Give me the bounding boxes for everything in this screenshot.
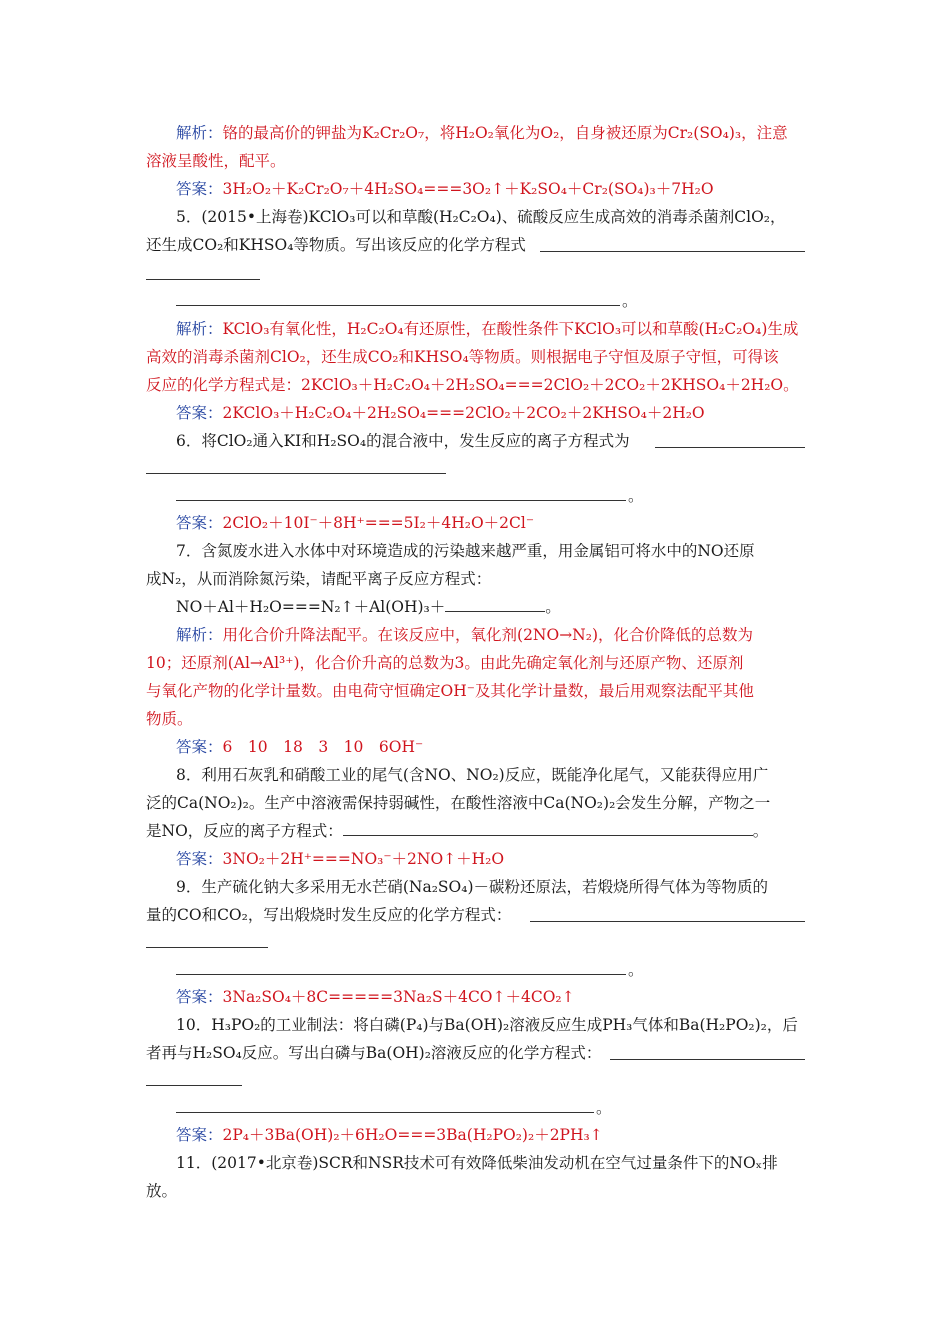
analysis-line: 物质。 — [146, 710, 193, 728]
answer-blank[interactable] — [343, 821, 753, 836]
analysis-line: 与氧化产物的化学计量数。由电荷守恒确定OH⁻及其化学计量数，最后用观察法配平其他 — [146, 682, 754, 700]
answer-blank[interactable] — [655, 447, 805, 448]
answer-label: 答案： — [176, 180, 223, 198]
answer-blank[interactable] — [146, 279, 260, 280]
question-6-line: 6．将ClO₂通入KI和H₂SO₄的混合液中，发生反应的离子方程式为 — [176, 432, 630, 450]
answer-line — [176, 848, 504, 870]
period-mark: 。 — [622, 292, 638, 310]
answer-label: 答案： — [176, 404, 223, 422]
question-7-line: 成N₂，从而消除氮污染，请配平离子反应方程式： — [146, 570, 492, 588]
answer-text: 2ClO₂＋10I⁻＋8H⁺===5I₂＋4H₂O＋2Cl⁻ — [222, 514, 535, 532]
question-7-line: 7．含氮废水进入水体中对环境造成的污染越来越严重，用金属铝可将水中的NO还原 — [176, 542, 755, 560]
analysis-label: 解析： — [176, 626, 223, 644]
answer-line — [176, 402, 705, 424]
question-8-line — [146, 820, 768, 842]
equation-line — [176, 596, 561, 618]
question-9-line: 9．生产硫化钠大多采用无水芒硝(Na₂SO₄)－碳粉还原法，若煅烧所得气体为等物质的 — [176, 878, 769, 896]
answer-line — [176, 178, 714, 200]
analysis-line: 10；还原剂(Al→Al³⁺)，化合价升高的总数为3。由此先确定氧化剂与还原产物、还原剂 — [146, 654, 744, 672]
analysis-text: 铬的最高价的钾盐为K₂Cr₂O₇，将H₂O₂氧化为O₂，自身被还原为Cr₂(SO₄)₃，注意 — [222, 124, 788, 142]
analysis-line — [176, 318, 798, 340]
equation-text: NO＋Al＋H₂O===N₂↑＋Al(OH)₃＋ — [176, 598, 446, 616]
period-mark: 。 — [545, 598, 561, 616]
answer-text: 3Na₂SO₄＋8C=====3Na₂S＋4CO↑＋4CO₂↑ — [222, 988, 575, 1006]
question-8-line: 泛的Ca(NO₂)₂。生产中溶液需保持弱碱性，在酸性溶液中Ca(NO₂)₂会发生分解，产物之一 — [146, 794, 771, 812]
answer-blank[interactable] — [445, 597, 545, 612]
answer-line — [176, 1124, 603, 1146]
answer-line — [176, 736, 423, 758]
answer-text: 3NO₂＋2H⁺===NO₃⁻＋2NO↑＋H₂O — [222, 850, 505, 868]
answer-blank[interactable] — [176, 305, 620, 306]
answer-blank[interactable] — [610, 1059, 805, 1060]
answer-text: 3H₂O₂＋K₂Cr₂O₇＋4H₂SO₄===3O₂↑＋K₂SO₄＋Cr₂(SO₄)₃＋7H₂O — [222, 180, 714, 198]
analysis-label: 解析： — [176, 124, 223, 142]
question-5-line: 5．(2015•上海卷)KClO₃可以和草酸(H₂C₂O₄)、硫酸反应生成高效的消毒杀菌剂ClO₂， — [176, 208, 786, 226]
answer-blank[interactable] — [540, 251, 805, 252]
answer-label: 答案： — [176, 738, 223, 756]
answer-blank[interactable] — [176, 500, 626, 501]
analysis-label: 解析： — [176, 320, 223, 338]
analysis-text: KClO₃有氧化性，H₂C₂O₄有还原性，在酸性条件下KClO₃可以和草酸(H₂C₂O₄)生成 — [222, 320, 799, 338]
period-mark: 。 — [596, 1099, 612, 1117]
question-11-line: 11．(2017•北京卷)SCR和NSR技术可有效降低柴油发动机在空气过量条件下的NOₓ排 — [176, 1154, 778, 1172]
answer-line — [176, 512, 534, 534]
answer-label: 答案： — [176, 850, 223, 868]
answer-text: 2KClO₃＋H₂C₂O₄＋2H₂SO₄===2ClO₂＋2CO₂＋2KHSO₄＋2H₂O — [222, 404, 705, 422]
answer-text: 6 10 18 3 10 6OH⁻ — [222, 738, 424, 756]
period-mark: 。 — [752, 822, 769, 840]
question-11-line: 放。 — [146, 1182, 178, 1200]
answer-label: 答案： — [176, 988, 223, 1006]
period-mark: 。 — [628, 961, 644, 979]
question-5-line: 还生成CO₂和KHSO₄等物质。写出该反应的化学方程式 — [146, 236, 526, 254]
answer-blank[interactable] — [530, 921, 805, 922]
analysis-line — [176, 624, 753, 646]
analysis-line: 溶液呈酸性，配平。 — [146, 152, 286, 170]
analysis-line: 高效的消毒杀菌剂ClO₂，还生成CO₂和KHSO₄等物质。则根据电子守恒及原子守恒，可得该 — [146, 348, 779, 366]
analysis-line — [176, 122, 788, 144]
answer-blank[interactable] — [146, 1085, 242, 1086]
answer-blank[interactable] — [146, 473, 446, 474]
question-text: 是NO，反应的离子方程式： — [146, 822, 343, 840]
answer-blank[interactable] — [146, 947, 268, 948]
period-mark: 。 — [628, 487, 644, 505]
answer-text: 2P₄＋3Ba(OH)₂＋6H₂O===3Ba(H₂PO₂)₂＋2PH₃↑ — [222, 1126, 603, 1144]
answer-label: 答案： — [176, 514, 223, 532]
answer-blank[interactable] — [176, 974, 626, 975]
question-10-line: 10．H₃PO₂的工业制法：将白磷(P₄)与Ba(OH)₂溶液反应生成PH₃气体和Ba(H₂PO₂)₂，后 — [176, 1016, 798, 1034]
question-9-line: 量的CO和CO₂，写出煅烧时发生反应的化学方程式： — [146, 906, 512, 924]
answer-line — [176, 986, 575, 1008]
answer-label: 答案： — [176, 1126, 223, 1144]
answer-blank[interactable] — [176, 1112, 594, 1113]
analysis-line: 反应的化学方程式是：2KClO₃＋H₂C₂O₄＋2H₂SO₄===2ClO₂＋2CO₂＋2KHSO₄＋2H₂O。 — [146, 376, 799, 394]
question-8-line: 8．利用石灰乳和硝酸工业的尾气(含NO、NO₂)反应，既能净化尾气，又能获得应用广 — [176, 766, 769, 784]
question-10-line: 者再与H₂SO₄反应。写出白磷与Ba(OH)₂溶液反应的化学方程式： — [146, 1044, 602, 1062]
analysis-text: 用化合价升降法配平。在该反应中，氧化剂(2NO→N₂)，化合价降低的总数为 — [222, 626, 754, 644]
